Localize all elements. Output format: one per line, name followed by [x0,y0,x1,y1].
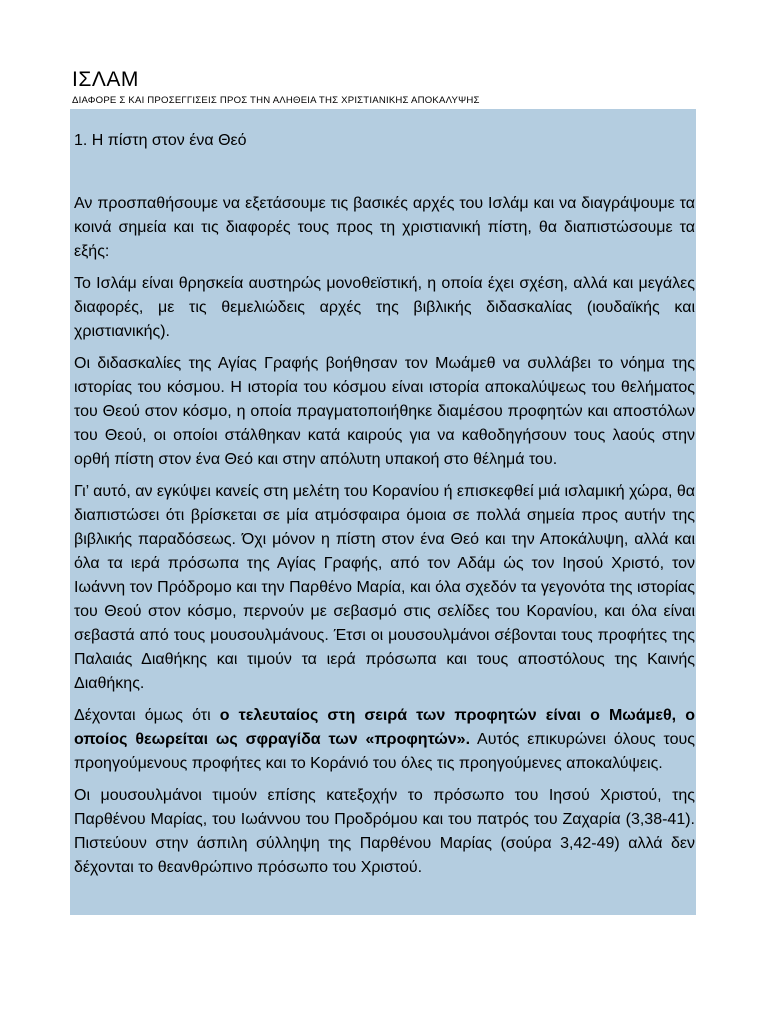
paragraph-5-emphasis: ο τελευταίος στη σειρά των προφητών είναι ο Μωάμεθ, ο οποίος θεωρείται ως σφραγίδα των «προφητών». [74,707,695,748]
document-title: ΙΣΛΑΜ [72,68,139,91]
paragraph-3: Οι διδασκαλίες της Αγίας Γραφής βοήθησαν τον Μωάμεθ να συλλάβει το νόημα της ιστορίας του κόσμου. Η ιστορία του κόσμου είναι ιστορία αποκαλύψεως του θελήματος του Θεού στον κόσμο, η οποία πραγματοποιήθηκε διαμέσου προφητών και αποστόλων του Θεού, οι οποίοι στάλθηκαν κατά καιρούς για να καθοδηγήσουν τους λαούς στην ορθή πίστη στον ένα Θεό και στην απόλυτη υπακοή στο θέλημά του. [74,355,695,468]
paragraph-5-lead: Δέχονται όμως ότι [74,707,220,724]
paragraph-4: Γι’ αυτό, αν εγκύψει κανείς στη μελέτη του Κορανίου ή επισκεφθεί μιά ισλαμική χώρα, θα διαπιστώσει ότι βρίσκεται σε μία ατμόσφαιρα όμοια σε πολλά σημεία προς αυτήν της βιβλικής παραδόσεως. Όχι μόνον η πίστη στον ένα Θεό και την Αποκάλυψη, αλλά και όλα τα ιερά πρόσωπα της Αγίας Γραφής, από τον Αδάμ ώς τον Ιησού Χριστό, τον Ιωάννη τον Πρόδρομο και την Παρθένο Μαρία, και όλα σχεδόν τα γεγονότα της ιστορίας του Θεού στον κόσμο, περνούν με σεβασμό στις σελίδες του Κορανίου, και όλα είναι σεβαστά από τους μουσουλμάνους. Έτσι οι μουσουλμάνοι σέβονται τους προφήτες της Παλαιάς Διαθήκης και τιμούν τα ιερά πρόσωπα και τους αποστόλους της Καινής Διαθήκης. [74,483,695,692]
paragraph-5-tail: Αυτός επικυρώνει όλους τους προηγούμενους προφήτες και το Κοράνιό του όλες τις προηγούμενες αποκαλύψεις. [74,731,695,772]
paragraph-1: Αν προσπαθήσουμε να εξετάσουμε τις βασικές αρχές του Ισλάμ και να διαγράψουμε τα κοινά σημεία και τις διαφορές τους προς τη χριστιανική πίστη, θα διαπιστώσουμε τα εξής: [74,195,695,260]
paragraph-2: Το Ισλάμ είναι θρησκεία αυστηρώς μονοθεϊστική, η οποία έχει σχέση, αλλά και μεγάλες διαφορές, με τις θεμελιώδεις αρχές της βιβλικής διδασκαλίας (ιουδαϊκής και χριστιανικής). [74,275,695,340]
highlighted-text-block [70,109,696,915]
paragraph-6: Οι μουσουλμάνοι τιμούν επίσης κατεξοχήν το πρόσωπο του Ιησού Χριστού, της Παρθένου Μαρίας, του Ιωάννου του Προδρόμου και του πατρός του Ζαχαρία (3,38-41). Πιστεύουν στην άσπιλη σύλληψη της Παρθένου Μαρίας (σούρα 3,42-49) αλλά δεν δέχονται το θεανθρώπινο πρόσωπο του Χριστού. [74,787,695,876]
document-subtitle: ΔΙΑΦΟΡΕ Σ ΚΑΙ ΠΡΟΣΕΓΓΙΣΕΙΣ ΠΡΟΣ ΤΗΝ ΑΛΗΘΕΙΑ ΤΗΣ ΧΡΙΣΤΙΑΝΙΚΗΣ ΑΠΟΚΑΛΥΨΗΣ [72,95,480,106]
section-heading: 1. Η πίστη στον ένα Θεό [74,132,247,149]
paragraph-5 [74,704,695,776]
